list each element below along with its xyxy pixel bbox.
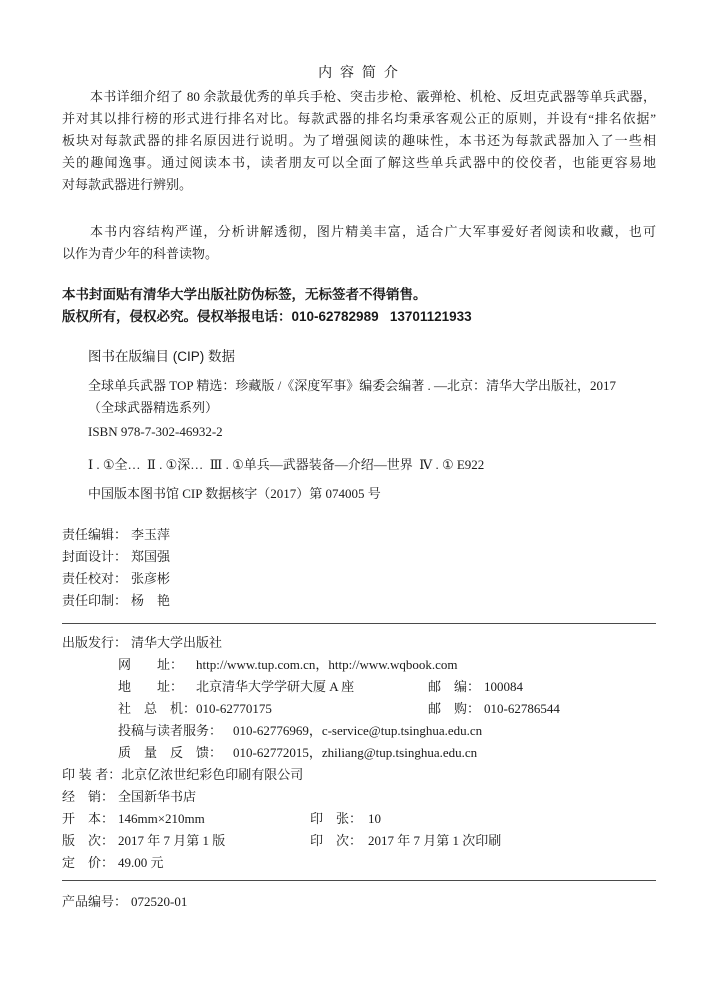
product-code-row — [62, 891, 187, 913]
staff-printing-supervisor — [62, 590, 170, 612]
staff-label: 封面设计： — [62, 549, 128, 564]
cip-series-line: （全球武器精选系列） — [88, 400, 219, 415]
address-label: 地 址： — [118, 679, 184, 694]
postcode-label: 邮 编： — [428, 679, 481, 694]
edition-value: 2017 年 7 月第 1 版 — [118, 833, 226, 848]
submissions-value: 010-62776969，c-service@tup.tsinghua.edu.cn — [233, 723, 483, 738]
printing-row — [310, 830, 501, 852]
staff-value: 张彦彬 — [131, 571, 171, 586]
staff-value: 郑国强 — [131, 549, 171, 564]
printer-label: 印 装 者： — [62, 767, 122, 782]
switchboard-label: 社 总 机： — [118, 701, 197, 716]
submissions-row — [118, 720, 482, 742]
intro-title: 内 容 简 介 — [318, 64, 400, 80]
distributor-label: 经 销： — [62, 789, 115, 804]
intro-line: 板块对每款武器的排名原因进行说明。为了增强阅读的趣味性，本书还为每款武器加入了一些相 — [62, 133, 656, 148]
copyright-notice: 版权所有，侵权必究。侵权举报电话：010-62782989 13701121933 — [62, 309, 472, 324]
format-label: 开 本： — [62, 811, 115, 826]
distributor-row — [62, 786, 196, 808]
product-code-value: 072520-01 — [131, 894, 188, 909]
intro-line: 本书内容结构严谨，分析讲解透彻，图片精美丰富，适合广大军事爱好者阅读和收藏，也可 — [90, 224, 656, 239]
intro-line: 以作为青少年的科普读物。 — [62, 246, 219, 261]
divider-rule — [62, 623, 656, 624]
publisher-row — [62, 632, 222, 654]
postcode-value: 100084 — [484, 679, 523, 694]
staff-value: 李玉萍 — [131, 527, 171, 542]
website-label: 网 址： — [118, 657, 184, 672]
cip-heading: 图书在版编目 (CIP) 数据 — [88, 349, 235, 364]
publisher-label: 出版发行： — [62, 635, 128, 650]
distributor-value: 全国新华书店 — [118, 789, 197, 804]
submissions-label: 投稿与读者服务： — [118, 723, 223, 738]
switchboard-row — [118, 698, 272, 720]
feedback-label: 质 量 反 馈： — [118, 745, 223, 760]
staff-label: 责任编辑： — [62, 527, 128, 542]
product-code-label: 产品编号： — [62, 894, 128, 909]
printing-label: 印 次： — [310, 833, 363, 848]
feedback-value: 010-62772015，zhiliang@tup.tsinghua.edu.cn — [233, 745, 478, 760]
format-row — [62, 808, 205, 830]
intro-line: 关的趣闻逸事。通过阅读本书，读者朋友可以全面了解这些单兵武器中的佼佼者，也能更容易地 — [62, 155, 656, 170]
printing-value: 2017 年 7 月第 1 次印刷 — [368, 833, 502, 848]
sheets-label: 印 张： — [310, 811, 363, 826]
printer-value: 北京亿浓世纪彩色印刷有限公司 — [121, 767, 304, 782]
feedback-row — [118, 742, 477, 764]
publisher-value: 清华大学出版社 — [131, 635, 223, 650]
intro-paragraph-2 — [62, 221, 656, 265]
sheets-value: 10 — [368, 811, 381, 826]
staff-editor — [62, 524, 170, 546]
address-row — [118, 676, 354, 698]
mail-order-label: 邮 购： — [428, 701, 481, 716]
cip-isbn: ISBN 978-7-302-46932-2 — [88, 424, 223, 439]
price-row — [62, 852, 164, 874]
staff-proofreader — [62, 568, 170, 590]
format-value: 146mm×210mm — [118, 811, 205, 826]
cip-classification: Ⅰ . ①全… Ⅱ . ①深… Ⅲ . ①单兵—武器装备—介绍—世界 Ⅳ . ① E922 — [88, 457, 485, 472]
intro-line: 对每款武器进行辨别。 — [62, 177, 193, 192]
mail-order-value: 010-62786544 — [484, 701, 560, 716]
staff-label: 责任校对： — [62, 571, 128, 586]
sheets-row — [310, 808, 381, 830]
cip-record-number: 中国版本图书馆 CIP 数据核字（2017）第 074005 号 — [88, 486, 381, 501]
price-label: 定 价： — [62, 855, 115, 870]
mail-order-row — [428, 698, 560, 720]
website-row — [118, 654, 458, 676]
address-value: 北京清华大学学研大厦 A 座 — [196, 679, 355, 694]
printer-row — [62, 764, 303, 786]
cip-title-line: 全球单兵武器 TOP 精选：珍藏版 /《深度军事》编委会编著 . —北京：清华大学出版社，2017 — [88, 378, 616, 393]
intro-paragraph-1 — [62, 86, 656, 196]
staff-value: 杨 艳 — [131, 593, 171, 608]
price-value: 49.00 元 — [118, 855, 164, 870]
anti-counterfeit-notice: 本书封面贴有清华大学出版社防伪标签，无标签者不得销售。 — [62, 287, 427, 302]
intro-line: 本书详细介绍了 80 余款最优秀的单兵手枪、突击步枪、霰弹枪、机枪、反坦克武器等单兵武器， — [90, 89, 656, 104]
website-value: http://www.tup.com.cn，http://www.wqbook.com — [196, 657, 458, 672]
intro-line: 并对其以排行榜的形式进行排名对比。每款武器的排名均秉承客观公正的原则，并设有“排名依据” — [62, 111, 656, 126]
edition-label: 版 次： — [62, 833, 115, 848]
edition-row — [62, 830, 225, 852]
divider-rule — [62, 880, 656, 881]
staff-label: 责任印制： — [62, 593, 128, 608]
postcode-row — [428, 676, 523, 698]
staff-cover-design — [62, 546, 170, 568]
switchboard-value: 010-62770175 — [196, 701, 272, 716]
